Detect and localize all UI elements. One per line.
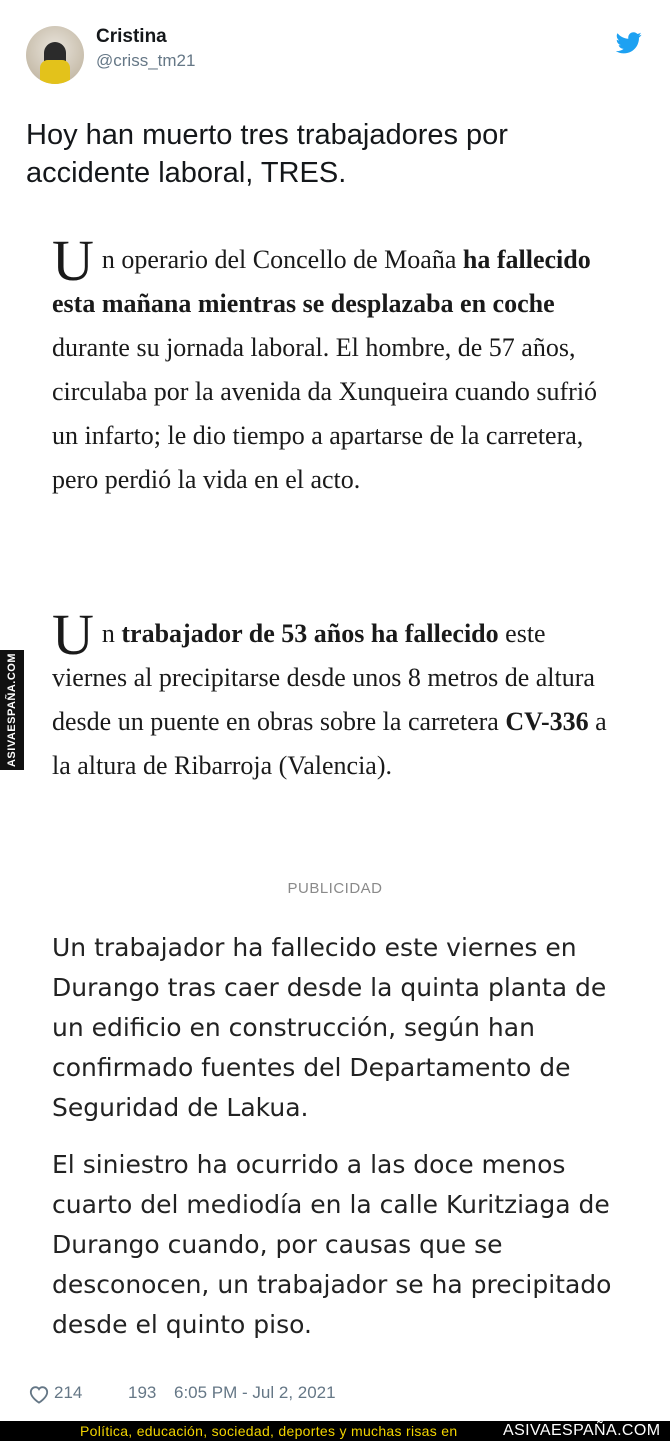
- article-excerpt-3-para-2: El siniestro ha ocurrido a las doce menos cuarto del mediodía en la calle Kuritziaga de Durango cuando, por causas que se desconocen, un trabajador se ha precipitado desde el quinto piso.: [52, 1150, 612, 1339]
- avatar[interactable]: [26, 26, 84, 84]
- user-handle[interactable]: @criss_tm21: [96, 51, 196, 70]
- tweet-header: [26, 26, 646, 86]
- tweet-text: Hoy han muerto tres trabajadores por accidente laboral, TRES.: [26, 119, 508, 189]
- article-bold-text: ha fallecido esta mañana mientras se desplazaba en coche: [52, 245, 591, 318]
- like-count[interactable]: 214: [54, 1383, 83, 1402]
- article-excerpt-3-para-1: Un trabajador ha fallecido este viernes en Durango tras caer desde la quinta planta de un edificio en construcción, según han confirmado fuentes del Departamento de Seguridad de Lakua.: [52, 933, 607, 1122]
- article-text: n operario del Concello de Moaña: [101, 245, 463, 274]
- footer-tagline: Política, educación, sociedad, deportes y muchas risas en: [80, 1423, 458, 1439]
- dropcap: U: [52, 228, 94, 293]
- article-excerpt-1: [52, 228, 622, 502]
- watermark-text: ASIVAESPAÑA.COM: [6, 652, 18, 768]
- twitter-bird-icon[interactable]: [616, 32, 642, 54]
- article-text: a la altura de Ribarroja (Valencia).: [52, 707, 607, 780]
- tweet-timestamp[interactable]: 6:05 PM - Jul 2, 2021: [174, 1383, 336, 1402]
- avatar-shirt: [40, 60, 70, 84]
- retweet-count[interactable]: 193: [128, 1383, 157, 1402]
- watermark-vertical: [0, 650, 24, 770]
- footer-bar: [0, 1421, 670, 1441]
- article-bold-text: CV-336: [505, 707, 589, 736]
- heart-icon[interactable]: [28, 1384, 50, 1404]
- tweet-stats: [28, 1382, 628, 1412]
- article-text: durante su jornada laboral. El hombre, de 57 años, circulaba por la avenida da Xunqueira cuando sufrió un infarto; le dio tiempo a apartarse de la carretera, pero perdió la vida en el acto.: [52, 333, 598, 494]
- footer-brand[interactable]: ASIVAESPAÑA.COM: [503, 1422, 661, 1439]
- article-text: n: [101, 619, 122, 648]
- dropcap: U: [52, 602, 94, 667]
- publicidad-label: PUBLICIDAD: [287, 880, 383, 897]
- article-excerpt-2: [52, 602, 622, 788]
- user-name[interactable]: Cristina: [96, 26, 167, 47]
- article-bold-text: trabajador de 53 años ha fallecido: [121, 619, 499, 648]
- article-text: este viernes al precipitarse desde unos 8 metros de altura desde un puente en obras sobre la carretera: [52, 619, 595, 736]
